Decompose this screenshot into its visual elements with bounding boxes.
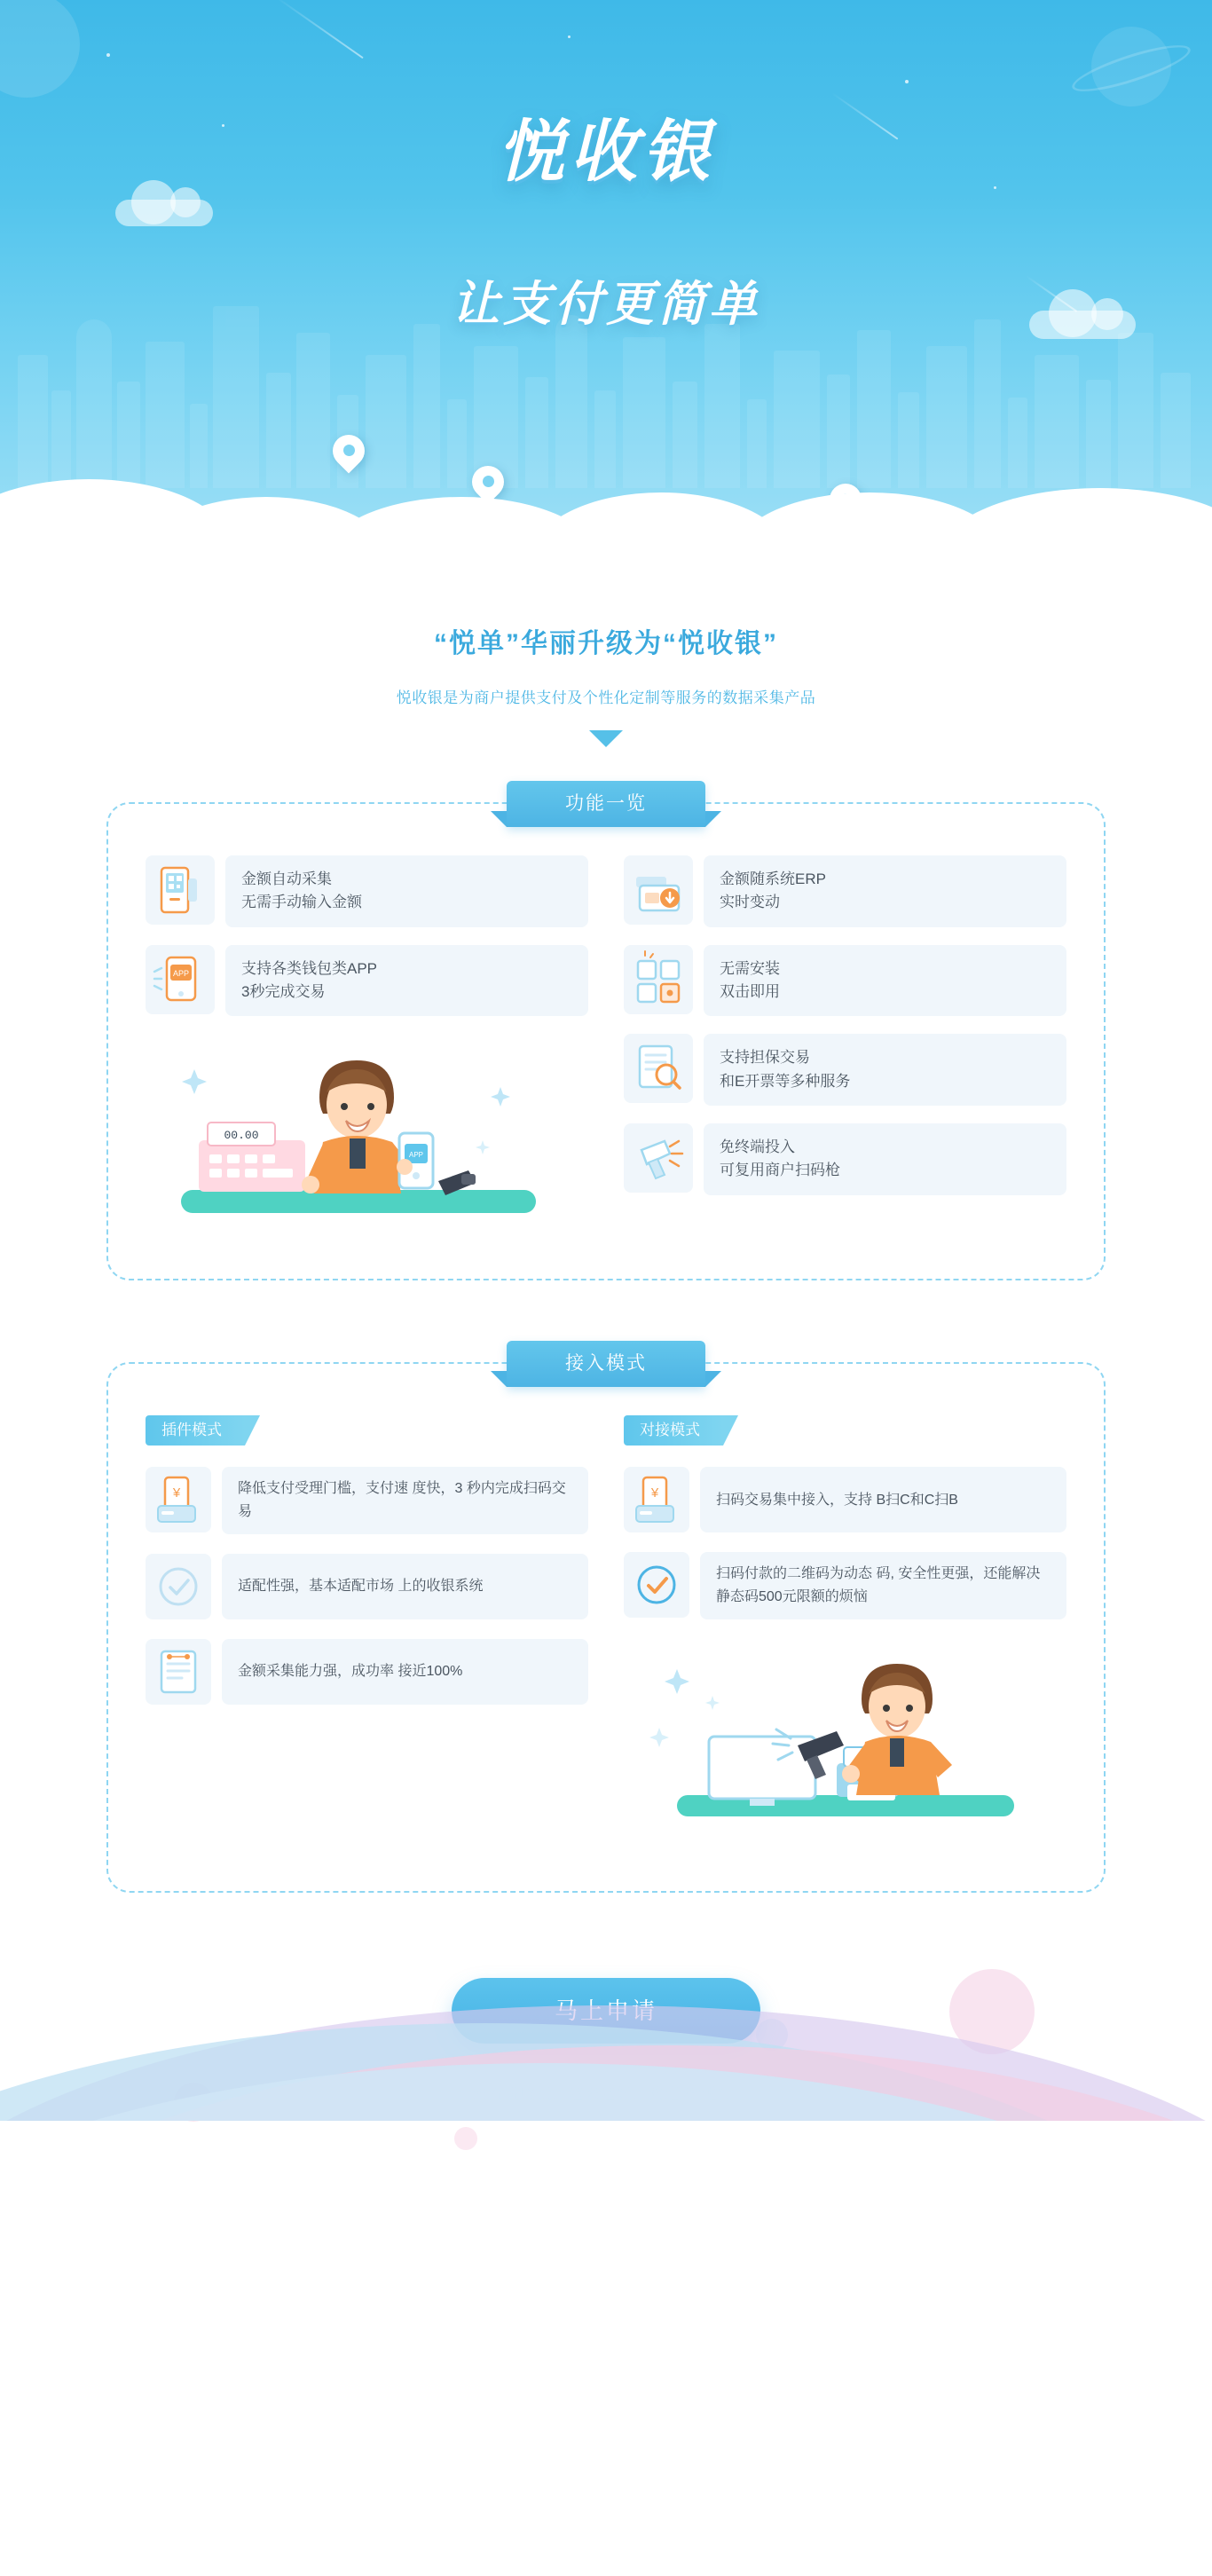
erp-sync-icon	[624, 855, 693, 925]
feature-line: 实时变动	[720, 894, 780, 911]
mode-line: 扫码交易集中接入，支持	[716, 1492, 873, 1508]
mode-text	[222, 1639, 588, 1705]
mode-item	[624, 1467, 1066, 1532]
mode-line: 金额采集能力强，成功率	[238, 1663, 395, 1679]
bottom-wave-decoration	[0, 1917, 1212, 2121]
shooting-star-decoration	[275, 0, 363, 59]
modes-section-tab: 接入模式	[507, 1341, 705, 1387]
bubble-decoration	[454, 2127, 477, 2150]
document-search-icon	[624, 1034, 693, 1103]
mode-item	[624, 1552, 1066, 1619]
svg-text:¥: ¥	[172, 1485, 181, 1501]
feature-line: 可复用商户扫码枪	[720, 1162, 840, 1179]
mode-line: 扫码付款的二维码为动态	[716, 1566, 873, 1582]
feature-text	[225, 855, 588, 927]
feature-line: 无需安装	[720, 959, 780, 977]
feature-line: 金额随系统ERP	[720, 870, 826, 887]
feature-text	[704, 855, 1066, 927]
features-left-column	[146, 855, 588, 1238]
mobile-app-icon	[146, 945, 215, 1014]
merchant-scanning-illustration	[624, 1639, 1066, 1834]
features-section-tab: 功能一览	[507, 781, 705, 827]
mode-item	[146, 1639, 588, 1705]
intro-block	[0, 550, 1212, 747]
feature-line: 无需手动输入金额	[241, 894, 362, 911]
mode-line: 上的收银系统	[397, 1578, 484, 1594]
modes-section	[106, 1353, 1106, 1892]
feature-text	[704, 1034, 1066, 1106]
feature-item	[624, 1123, 1066, 1195]
feature-line: 金额自动采集	[241, 870, 332, 887]
star-decoration	[106, 53, 110, 57]
mode-item	[146, 1554, 588, 1619]
pos-card-icon	[624, 1467, 689, 1532]
down-arrow-icon	[589, 730, 623, 747]
mode-text	[222, 1554, 588, 1619]
plugin-mode-column	[146, 1415, 588, 1833]
feature-text	[704, 1123, 1066, 1195]
feature-line: 免终端投入	[720, 1138, 795, 1156]
feature-line: 双击即用	[720, 983, 780, 1001]
hero-subtitle-wrap	[0, 266, 1212, 335]
hero-title-wrap	[0, 98, 1212, 194]
svg-text:APP: APP	[408, 1151, 424, 1160]
scanner-gun-icon	[624, 1123, 693, 1193]
feature-text	[704, 945, 1066, 1017]
qr-scan-device-icon	[146, 855, 215, 925]
cashier-with-phone-illustration	[146, 1034, 588, 1238]
feature-item	[624, 855, 1066, 927]
feature-item	[624, 1034, 1066, 1106]
hero-banner	[0, 0, 1212, 550]
report-icon	[146, 1639, 211, 1705]
intro-title: “悦单”华丽升级为“悦收银”	[434, 629, 778, 658]
svg-text:¥: ¥	[650, 1485, 659, 1501]
mode-line: 适配性强，基本适配市场	[238, 1578, 395, 1594]
svg-text:00.00: 00.00	[224, 1129, 259, 1143]
plugin-mode-head: 插件模式	[146, 1415, 245, 1446]
star-decoration	[905, 80, 909, 83]
feature-item	[146, 855, 588, 927]
star-decoration	[568, 35, 571, 38]
hero-subtitle: 让支付更简单	[452, 276, 760, 332]
docking-mode-column	[624, 1415, 1066, 1833]
mode-text	[700, 1467, 1066, 1532]
svg-text:APP: APP	[172, 968, 190, 978]
features-right-column	[624, 855, 1066, 1238]
cloud-decoration	[115, 200, 213, 226]
hero-title: 悦收银	[497, 112, 715, 191]
feature-item	[624, 945, 1066, 1017]
hero-wave-divider	[0, 453, 1212, 550]
feature-text	[225, 945, 588, 1017]
feature-line: 3秒完成交易	[241, 983, 326, 1001]
mode-line: 降低支付受理门槛，支付速	[238, 1481, 409, 1497]
mode-text	[222, 1467, 588, 1533]
mode-line: 度快，3 秒内完成扫码交易	[238, 1481, 566, 1519]
no-install-icon	[624, 945, 693, 1014]
check-circle-icon	[146, 1554, 211, 1619]
mode-line: B扫C和C扫B	[876, 1492, 958, 1508]
planet-decoration	[0, 0, 80, 98]
mode-text	[700, 1552, 1066, 1619]
mode-line: 码, 安全性更强，还能解决	[876, 1566, 1041, 1582]
footer-block	[0, 1978, 1212, 2121]
docking-mode-head: 对接模式	[624, 1415, 723, 1446]
pos-card-icon	[146, 1467, 211, 1532]
mode-line: 静态码500元限额的烦恼	[716, 1588, 868, 1604]
features-section	[106, 793, 1106, 1280]
mode-line: 接近100%	[397, 1663, 463, 1679]
check-circle-icon	[624, 1552, 689, 1618]
feature-line: 和E开票等多种服务	[720, 1072, 851, 1090]
intro-description: 悦收银是为商户提供支付及个性化定制等服务的数据采集产品	[396, 689, 816, 706]
feature-item	[146, 945, 588, 1017]
feature-line: 支持担保交易	[720, 1049, 810, 1067]
mode-item	[146, 1467, 588, 1533]
feature-line: 支持各类钱包类APP	[241, 959, 378, 977]
